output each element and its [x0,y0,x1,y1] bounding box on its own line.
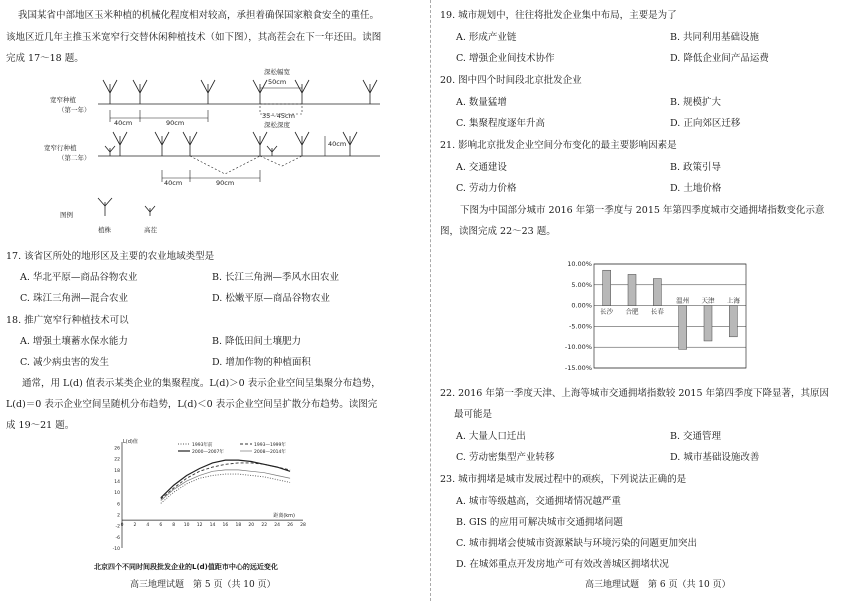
ld-xtick-label: 10 [183,523,190,529]
ld-xtick-label: 12 [196,523,203,529]
intro-line-1: 我国某省中部地区玉米种植的机械化程度相对较高，承担着确保国家粮食安全的重任。 [18,10,380,21]
q17-option-d[interactable]: D. 松嫩平原—商品谷物农业 [212,293,330,304]
ld-ylabel: L(d)值 [123,439,138,445]
legend-title: 图例 [60,211,73,219]
bar-category-label: 天津 [701,296,715,305]
plant-icon [133,80,147,104]
stubble-icon [267,146,277,156]
bar-category-label: 上海 [726,296,740,305]
q22-stem-line-2: 最可能是 [454,409,493,420]
q18-option-c[interactable]: C. 减少病虫害的发生 [20,357,109,368]
bar-合肥 [628,274,636,305]
row2-label: 宽窄行种植 [44,144,77,152]
q19-option-b[interactable]: B. 共同利用基础设施 [670,32,760,43]
ld-xlabel: 距离(km) [273,513,295,520]
plant-icon [295,132,309,156]
dim-40-vertical: 40cm [328,140,347,148]
dim-40-row2: 40cm [164,179,183,187]
q19-stem: 19. 城市规划中，往往将批发企业集中布局，主要是为了 [440,10,677,21]
legend-plant-label: 植株 [98,226,111,234]
ld-xtick-label: 16 [222,523,229,529]
dim-90-row2: 90cm [216,179,235,187]
right-footer: 高三地理试题 第 6 页（共 10 页） [585,580,731,590]
bar-ytick-label: -10.00% [564,343,592,352]
ld-xtick-label: 20 [248,523,255,529]
ld-xtick-label: 18 [235,523,242,529]
q21-option-c[interactable]: C. 劳动力价格 [456,183,517,194]
congestion-chart [550,258,750,378]
ld-xtick-label: 22 [261,523,268,529]
ld-chart [94,436,308,576]
left-footer: 高三地理试题 第 5 页（共 10 页） [130,580,276,590]
ld-legend-label: 2000—2007年 [192,450,224,455]
ld-ytick-label: 26 [114,446,120,452]
plant-icon [253,80,267,104]
bar-plot-frame [594,264,746,368]
bar-ytick-label: 10.00% [567,260,592,268]
deep-depth-range: 35～45cm [262,112,295,120]
ld-xtick-label: 2 [133,523,137,529]
ld-ytick-label: 6 [117,502,120,508]
bar-category-label: 合肥 [625,307,639,316]
q20-option-c[interactable]: C. 集聚程度逐年升高 [456,118,545,129]
q22-option-b[interactable]: B. 交通管理 [670,431,722,442]
ld-xtick-label: 28 [300,523,306,529]
q21-stem: 21. 影响北京批发企业空间分布变化的最主要影响因素是 [440,140,677,151]
ld-legend-label: 2008—2014年 [254,450,286,455]
bar-上海 [729,306,737,337]
q21-option-b[interactable]: B. 政策引导 [670,162,722,173]
ld-ytick-label: -10 [112,547,120,552]
intro3-line-1: 下图为中国部分城市 2016 年第一季度与 2015 年第四季度城市交通拥堵指数变化示意 [460,205,825,216]
q21-option-d[interactable]: D. 土地价格 [670,183,722,194]
legend-plant-icon [98,198,112,216]
q22-option-c[interactable]: C. 劳动密集型产业转移 [456,452,555,463]
ld-xtick-label: 6 [159,523,163,529]
bar-ytick-label: -5.00% [569,322,592,331]
q20-stem: 20. 图中四个时间段北京批发企业 [440,75,582,86]
congestion-chart-svg [550,258,750,378]
q23-option-c[interactable]: C. 城市拥堵会使城市资源紧缺与环境污染的问题更加突出 [456,538,697,549]
q23-stem: 23. 城市拥堵是城市发展过程中的顽疾，下列说法正确的是 [440,474,687,485]
q22-option-d[interactable]: D. 城市基础设施改善 [670,452,760,463]
ld-series-line [161,460,290,498]
q19-option-c[interactable]: C. 增强企业间技术协作 [456,53,555,64]
intro2-line-2: L(d)＝0 表示企业空间呈随机分布趋势，L(d)＜0 表示企业空间呈扩散分布趋势。读图完 [6,399,378,410]
intro-line-3: 完成 17～18 题。 [6,53,84,64]
deep-width-label: 深松幅宽 [264,68,290,76]
bar-ytick-label: 5.00% [571,280,592,289]
row2-sub: （第二年） [58,154,91,162]
q17-option-a[interactable]: A. 华北平原—商品谷物农业 [20,272,138,283]
bar-category-label: 温州 [676,296,690,305]
plant-icon [155,132,169,156]
plant-icon [183,132,197,156]
dim-40-row1: 40cm [114,119,133,127]
plant-icon [201,80,215,104]
q17-option-c[interactable]: C. 珠江三角洲—混合农业 [20,293,128,304]
dim-50: 50cm [268,78,287,86]
q19-option-a[interactable]: A. 形成产业链 [456,32,517,43]
legend-stubble-label: 高茬 [144,226,157,234]
planting-diagram-svg [50,66,380,236]
q18-option-b[interactable]: B. 降低田间土壤肥力 [212,336,302,347]
bar-长春 [653,279,661,306]
q20-option-b[interactable]: B. 规模扩大 [670,97,722,108]
ld-xtick-label: 26 [287,523,293,529]
q19-option-d[interactable]: D. 降低企业间产品运费 [670,53,769,64]
row1-label: 宽窄种植 [50,96,76,104]
ld-ytick-label: -6 [115,535,120,541]
intro2-line-1: 通常，用 L(d) 值表示某类企业的集聚程度。L(d)＞0 表示企业空间呈集聚分布趋势， [22,378,381,389]
q20-option-a[interactable]: A. 数量猛增 [456,97,507,108]
plant-icon [113,132,127,156]
q17-option-b[interactable]: B. 长江三角洲—季风水田农业 [212,272,340,283]
q22-option-a[interactable]: A. 大量人口迁出 [456,431,526,442]
ld-ytick-label: -2 [115,524,120,530]
bar-长沙 [603,270,611,305]
ld-ytick-label: 18 [114,468,120,474]
q23-option-d[interactable]: D. 在城郊重点开发房地产可有效改善城区拥堵状况 [456,559,669,570]
q21-option-a[interactable]: A. 交通建设 [456,162,507,173]
intro-line-2: 该地区近几年主推玉米宽窄行交替休闲种植技术（如下图），其高茬会在下一年还田。读图 [6,32,382,43]
q20-option-d[interactable]: D. 正向郊区迁移 [670,118,741,129]
q17-stem: 17. 该省区所处的地形区及主要的农业地域类型是 [6,251,215,262]
q22-stem-line-1: 22. 2016 年第一季度天津、上海等城市交通拥堵指数较 2015 年第四季度下降显著，其原因 [440,388,830,399]
dim-90-row1: 90cm [166,119,185,127]
ld-chart-caption: 北京四个不同时间段批发企业的L(d)值距市中心的远近变化 [94,563,278,571]
bar-category-label: 长春 [650,307,664,316]
ld-ytick-label: 2 [117,513,120,519]
bar-温州 [679,306,687,350]
ld-chart-svg [108,436,308,564]
bar-category-label: 长沙 [600,307,614,316]
q23-option-b[interactable]: B. GIS 的应用可解决城市交通拥堵问题 [456,517,623,528]
deep-depth-label: 深松深度 [264,121,290,129]
ld-legend-label: 1993年前 [192,443,213,448]
bar-ytick-label: -15.00% [564,364,592,372]
intro3-line-2: 图，读图完成 22～23 题。 [440,226,556,237]
plant-icon [295,80,309,104]
ld-xtick-label: 24 [274,523,281,529]
bar-天津 [704,306,712,341]
legend-stubble-icon [145,206,155,216]
stubble-icon [105,146,115,156]
row1-sub: （第一年） [58,106,91,114]
plant-icon [363,80,377,104]
plant-icon [253,132,267,156]
bar-ytick-label: 0.00% [571,301,592,310]
q18-stem: 18. 推广宽窄行种植技术可以 [6,315,129,326]
page-divider [430,0,431,601]
q18-option-d[interactable]: D. 增加作物的种植面积 [212,357,311,368]
ld-ytick-label: 14 [114,480,120,486]
ld-series-line [161,474,290,503]
ld-xtick-label: 8 [172,523,176,529]
q18-option-a[interactable]: A. 增强土壤蓄水保水能力 [20,336,128,347]
ld-legend-label: 1993—1999年 [254,443,286,448]
ld-ytick-label: 10 [114,491,120,497]
ld-xtick-label: 4 [146,523,150,529]
planting-diagram [44,66,380,236]
ld-xtick-label: 14 [209,523,216,529]
ld-xtick-label: 0 [120,523,124,529]
q23-option-a[interactable]: A. 城市等级越高，交通拥堵情况越严重 [456,496,621,507]
ld-ytick-label: 22 [114,457,120,463]
intro2-line-3: 成 19～21 题。 [6,420,75,431]
plant-icon [103,80,117,104]
